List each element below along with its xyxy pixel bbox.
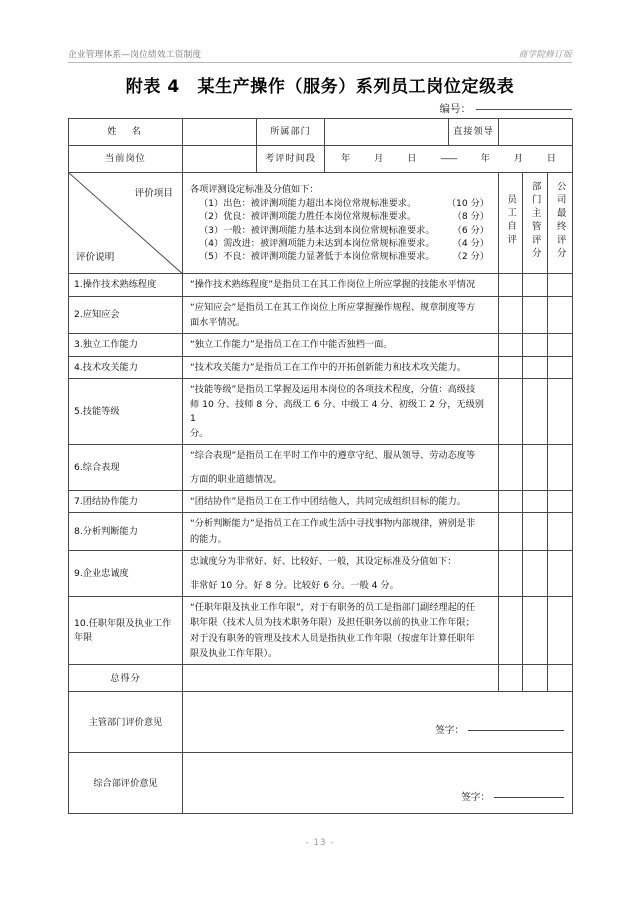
item-name: 4.技术攻关能力	[69, 356, 183, 378]
item-description	[183, 274, 499, 296]
score-employee[interactable]	[499, 334, 523, 356]
name-label: 姓 名	[69, 119, 183, 146]
period-end-day: 日	[546, 153, 556, 165]
period-end-month: 月	[513, 153, 523, 165]
general-opinion-label: 综合部评价意见	[69, 753, 183, 814]
item-description-line: “任职年限及执业工作年限”，对于有职务的员工是指部门副经理起的任	[190, 601, 476, 613]
general-opinion-body[interactable]	[183, 753, 573, 814]
table-row	[69, 334, 573, 356]
general-signature-label: 签字：	[461, 792, 490, 804]
total-score-company[interactable]	[548, 665, 573, 692]
score-column-header-supervisor	[523, 173, 548, 274]
score-supervisor[interactable]	[523, 491, 548, 513]
item-description-line: 对于没有职务的管理及技术人员是指执业工作年限（按虚年计算任职年	[190, 632, 475, 644]
period-start-month: 月	[374, 153, 384, 165]
score-supervisor[interactable]	[523, 551, 548, 597]
score-supervisor[interactable]	[523, 296, 548, 334]
item-description	[183, 334, 499, 356]
score-supervisor[interactable]	[523, 356, 548, 378]
item-name: 1.操作技术熟练程度	[69, 274, 183, 296]
period-input-cell[interactable]	[325, 146, 573, 173]
item-name: 5.技能等级	[69, 379, 183, 445]
item-description-line: “应知应会”是指员工在其工作岗位上所应掌握操作规程、规章制度等方	[190, 301, 476, 313]
item-description-line: 面水平情况。	[190, 317, 246, 329]
criteria-lead: 各项评测设定标准及分值如下：	[190, 183, 319, 195]
item-description-line: 的能力。	[190, 533, 227, 545]
criteria-block	[183, 173, 499, 274]
item-description	[183, 379, 499, 445]
total-score-label: 总得分	[69, 665, 183, 692]
item-description	[183, 596, 499, 664]
score-supervisor[interactable]	[523, 596, 548, 664]
score-company[interactable]	[548, 445, 573, 491]
table-row	[69, 513, 573, 551]
criteria-line-text: （1）出色：被评测项能力超出本岗位常规标准要求。	[199, 197, 417, 209]
period-label: 考评时间段	[257, 146, 325, 173]
period-end-year: 年	[480, 153, 490, 165]
item-description-line: 师 10 分、技师 8 分、高级工 6 分、中级工 4 分、初级工 2 分，无级别 1	[190, 399, 484, 424]
total-row	[69, 665, 573, 692]
table-row	[69, 445, 573, 491]
criteria-header-row	[69, 173, 573, 274]
opinion-row-general	[69, 753, 573, 814]
table-row	[69, 491, 573, 513]
score-employee[interactable]	[499, 296, 523, 334]
item-name: 10.任职年限及执业工作年限	[69, 596, 183, 664]
score-column-header-supervisor-label: 部门主管评分	[529, 180, 541, 262]
item-description-line: 非常好 10 分。好 8 分。比较好 6 分。一般 4 分。	[190, 579, 399, 591]
item-description-line: “操作技术熟练程度”是指员工在其工作岗位上所应掌握的技能水平情况	[190, 279, 476, 291]
score-column-header-company-label: 公司最终评分	[554, 180, 566, 262]
page-number: - 13 -	[305, 838, 335, 848]
table-row	[69, 551, 573, 597]
criteria-line-points: （8 分）	[452, 211, 489, 223]
item-description-line: 限及执业工作年限）。	[190, 647, 278, 659]
item-description	[183, 551, 499, 597]
item-name: 3.独立工作能力	[69, 334, 183, 356]
opinion-row-department	[69, 692, 573, 753]
period-start-year: 年	[340, 153, 351, 165]
criteria-line-text: （3）一般：被评测项能力基本达到本岗位常规标准要求。	[199, 224, 435, 236]
item-description-line: 职年限（技术人员为技术职务年限）及担任职务以前的执业工作年限；	[190, 617, 475, 629]
name-input-cell[interactable]	[183, 119, 257, 146]
total-score-value[interactable]	[183, 665, 499, 692]
score-company[interactable]	[548, 379, 573, 445]
criteria-line	[190, 237, 493, 250]
general-signature-blank[interactable]	[494, 796, 564, 798]
leader-input-cell[interactable]	[499, 119, 573, 146]
total-score-employee[interactable]	[499, 665, 523, 692]
score-company[interactable]	[548, 513, 573, 551]
item-description-line: 分。	[190, 428, 209, 440]
department-signature-label: 签字：	[435, 725, 464, 737]
department-input-cell[interactable]	[325, 119, 449, 146]
score-supervisor[interactable]	[523, 379, 548, 445]
score-employee[interactable]	[499, 379, 523, 445]
item-name: 7.团结协作能力	[69, 491, 183, 513]
item-description	[183, 445, 499, 491]
score-supervisor[interactable]	[523, 445, 548, 491]
table-row	[69, 596, 573, 664]
page-title: 附表 4 某生产操作（服务）系列员工岗位定级表	[125, 77, 515, 97]
current-post-input-cell[interactable]	[183, 146, 257, 173]
table-row	[69, 274, 573, 296]
score-company[interactable]	[548, 551, 573, 597]
running-header-right: 商学院修订版	[518, 50, 572, 60]
score-column-header-company	[548, 173, 573, 274]
item-description-line: “分析判断能力”是指员工在工作或生活中寻找事物内部规律，辨别是非	[190, 518, 476, 530]
item-description-line: “综合表现”是指员工在平时工作中的遵章守纪、服从领导、劳动态度等	[190, 450, 476, 462]
score-company[interactable]	[548, 334, 573, 356]
running-header	[68, 40, 572, 63]
score-employee[interactable]	[499, 551, 523, 597]
identity-row-name	[69, 119, 573, 146]
department-label: 所属部门	[257, 119, 325, 146]
general-signature-field	[461, 791, 564, 805]
leader-label: 直接领导	[449, 119, 499, 146]
table-row	[69, 296, 573, 334]
criteria-line-text: （4）需改进：被评测项能力未达到本岗位常规标准要求。	[199, 238, 435, 250]
item-description	[183, 491, 499, 513]
item-name: 8.分析判断能力	[69, 513, 183, 551]
criteria-line	[190, 224, 493, 237]
item-description-line: 忠诚度分为非常好、好、比较好、一般，其设定标准及分值如下：	[190, 556, 457, 568]
running-header-left: 企业管理体系—岗位绩效工资制度	[68, 50, 202, 60]
score-employee[interactable]	[499, 491, 523, 513]
score-supervisor[interactable]	[523, 513, 548, 551]
criteria-line-points: （10 分）	[446, 197, 489, 209]
period-dash: ——	[440, 153, 457, 165]
score-column-header-employee-label: 员工自评	[505, 194, 517, 248]
department-signature-blank[interactable]	[468, 729, 564, 731]
evaluation-form-table	[68, 118, 573, 814]
total-score-supervisor[interactable]	[523, 665, 548, 692]
score-employee[interactable]	[499, 445, 523, 491]
item-description	[183, 356, 499, 378]
score-column-header-employee	[499, 173, 523, 274]
department-opinion-label: 主管部门评价意见	[69, 692, 183, 753]
table-row	[69, 356, 573, 378]
score-employee[interactable]	[499, 274, 523, 296]
criteria-line-points: （6 分）	[452, 224, 489, 236]
department-signature-field	[435, 724, 564, 738]
table-row	[69, 379, 573, 445]
score-company[interactable]	[548, 491, 573, 513]
criteria-line-text: （5）不良：被评测项能力显著低于本岗位常规标准要求。	[199, 251, 435, 263]
evaluation-description-header: 评价说明	[76, 252, 115, 264]
score-supervisor[interactable]	[523, 334, 548, 356]
item-description-line: 方面的职业道德情况。	[190, 473, 282, 485]
score-employee[interactable]	[499, 356, 523, 378]
score-company[interactable]	[548, 296, 573, 334]
item-description-line: “技术攻关能力”是指员工在工作中的开拓创新能力和技术攻关能力。	[190, 361, 466, 373]
item-description	[183, 296, 499, 334]
criteria-line	[190, 210, 493, 223]
item-description-line: “独立工作能力”是指员工在工作中能否独档一面。	[190, 339, 393, 351]
diagonal-header-cell	[69, 173, 183, 274]
identity-row-post	[69, 146, 573, 173]
item-name: 9.企业忠诚度	[69, 551, 183, 597]
criteria-line-points: （4 分）	[452, 238, 489, 250]
current-post-label: 当前岗位	[69, 146, 183, 173]
serial-number-blank[interactable]	[476, 108, 572, 110]
criteria-line-text: （2）优良：被评测项能力胜任本岗位常规标准要求。	[199, 211, 417, 223]
score-company[interactable]	[548, 596, 573, 664]
score-supervisor[interactable]	[523, 274, 548, 296]
serial-number-field	[440, 101, 573, 116]
item-description-line: “技能等级”是指员工掌握及运用本岗位的各项技术程度，分值：高级技	[190, 384, 476, 396]
department-opinion-body[interactable]	[183, 692, 573, 753]
score-company[interactable]	[548, 356, 573, 378]
score-employee[interactable]	[499, 513, 523, 551]
score-company[interactable]	[548, 274, 573, 296]
item-description	[183, 513, 499, 551]
period-start-day: 日	[407, 153, 417, 165]
item-name: 6.综合表现	[69, 445, 183, 491]
item-description-line: “团结协作”是指员工在工作中团结他人，共同完成组织目标的能力。	[190, 496, 466, 508]
criteria-line	[190, 250, 493, 263]
criteria-line-points: （2 分）	[452, 251, 489, 263]
item-name: 2.应知应会	[69, 296, 183, 334]
evaluation-item-header: 评价项目	[134, 188, 173, 199]
serial-number-label: 编号：	[439, 103, 471, 115]
criteria-line	[190, 197, 493, 210]
score-employee[interactable]	[499, 596, 523, 664]
